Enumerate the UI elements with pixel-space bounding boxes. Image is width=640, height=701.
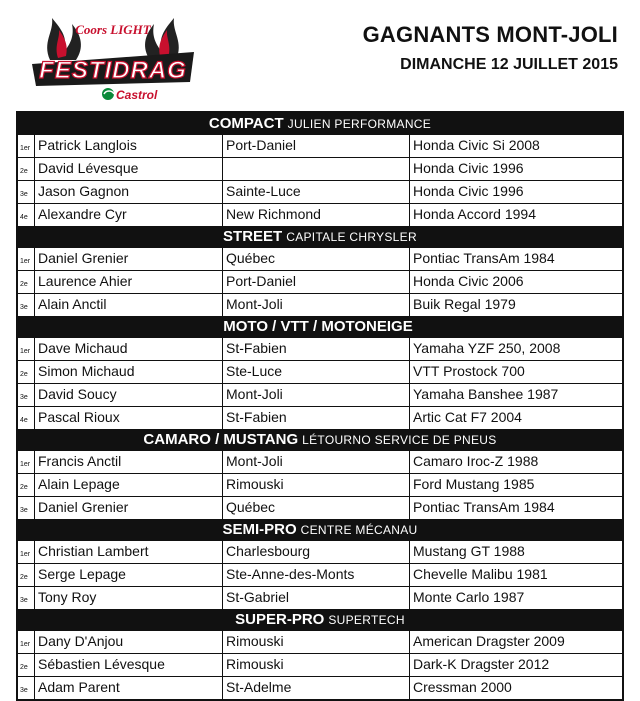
city-cell: St-Fabien <box>223 338 410 360</box>
place-cell: 1er <box>18 338 35 360</box>
city-cell: Rimouski <box>223 474 410 496</box>
table-row <box>18 360 622 383</box>
table-row <box>18 451 622 473</box>
driver-name-cell: Patrick Langlois <box>35 135 223 157</box>
table-row <box>18 631 622 653</box>
table-row <box>18 180 622 203</box>
driver-name-cell: Alain Lepage <box>35 474 223 496</box>
city-cell <box>223 158 410 180</box>
place-cell: 3e <box>18 497 35 519</box>
category-name: COMPACT <box>208 115 284 132</box>
category-name: SUPER-PRO <box>235 611 325 628</box>
place-cell: 3e <box>18 677 35 699</box>
city-cell: St-Gabriel <box>223 587 410 609</box>
table-row <box>18 157 622 180</box>
category-sponsor: CENTRE MÉCANAU <box>300 523 418 537</box>
festidrag-logo-graphic <box>28 12 198 102</box>
category-name: MOTO / VTT / MOTONEIGE <box>223 318 413 335</box>
category-sponsor: JULIEN PERFORMANCE <box>287 117 432 131</box>
city-cell: Ste-Anne-des-Monts <box>223 564 410 586</box>
category-header <box>18 226 622 248</box>
category-name: CAMARO / MUSTANG <box>143 431 299 448</box>
table-row <box>18 135 622 157</box>
city-cell: Québec <box>223 497 410 519</box>
table-row <box>18 563 622 586</box>
vehicle-cell: VTT Prostock 700 <box>413 363 525 379</box>
vehicle-cell: Monte Carlo 1987 <box>413 589 525 605</box>
city-cell: Port-Daniel <box>223 271 410 293</box>
table-row <box>18 473 622 496</box>
place-cell: 2e <box>18 654 35 676</box>
driver-name-cell: Alain Anctil <box>35 294 223 316</box>
place-cell: 4e <box>18 407 35 429</box>
city-cell: Rimouski <box>223 654 410 676</box>
place-cell: 1er <box>18 135 35 157</box>
city-cell: Mont-Joli <box>223 384 410 406</box>
table-row <box>18 541 622 563</box>
driver-name-cell: Tony Roy <box>35 587 223 609</box>
category-name: STREET <box>223 228 283 245</box>
driver-name-cell: Serge Lepage <box>35 564 223 586</box>
place-cell: 4e <box>18 204 35 226</box>
category-header <box>18 316 622 338</box>
city-cell: Ste-Luce <box>223 361 410 383</box>
driver-name-cell: Sébastien Lévesque <box>35 654 223 676</box>
driver-name-cell: Simon Michaud <box>35 361 223 383</box>
category-header <box>18 519 622 541</box>
vehicle-cell: Honda Civic 1996 <box>413 160 524 176</box>
vehicle-cell: Honda Civic Si 2008 <box>413 137 540 153</box>
table-row <box>18 653 622 676</box>
vehicle-cell: Pontiac TransAm 1984 <box>413 499 555 515</box>
table-row <box>18 676 622 699</box>
vehicle-cell: Dark-K Dragster 2012 <box>413 656 550 672</box>
vehicle-cell: Ford Mustang 1985 <box>413 476 535 492</box>
vehicle-cell: Mustang GT 1988 <box>413 543 525 559</box>
category-sponsor: SUPERTECH <box>328 613 405 627</box>
vehicle-cell: Cressman 2000 <box>413 679 512 695</box>
place-cell: 3e <box>18 181 35 203</box>
vehicle-cell: Artic Cat F7 2004 <box>413 409 522 425</box>
table-row <box>18 293 622 316</box>
vehicle-cell: Yamaha YZF 250, 2008 <box>413 340 561 356</box>
place-cell: 1er <box>18 631 35 653</box>
driver-name-cell: David Lévesque <box>35 158 223 180</box>
city-cell: Rimouski <box>223 631 410 653</box>
vehicle-cell: Chevelle Malibu 1981 <box>413 566 548 582</box>
city-cell: Québec <box>223 248 410 270</box>
vehicle-cell: Honda Civic 1996 <box>413 183 524 199</box>
city-cell: St-Adelme <box>223 677 410 699</box>
vehicle-cell: Buik Regal 1979 <box>413 296 516 312</box>
category-header <box>18 113 622 135</box>
city-cell: Charlesbourg <box>223 541 410 563</box>
driver-name-cell: Daniel Grenier <box>35 248 223 270</box>
table-row <box>18 383 622 406</box>
place-cell: 2e <box>18 158 35 180</box>
vehicle-cell: Honda Civic 2006 <box>413 273 524 289</box>
driver-name-cell: Jason Gagnon <box>35 181 223 203</box>
driver-name-cell: Adam Parent <box>35 677 223 699</box>
place-cell: 1er <box>18 248 35 270</box>
driver-name-cell: Alexandre Cyr <box>35 204 223 226</box>
vehicle-cell: Honda Accord 1994 <box>413 206 536 222</box>
driver-name-cell: Laurence Ahier <box>35 271 223 293</box>
city-cell: New Richmond <box>223 204 410 226</box>
city-cell: St-Fabien <box>223 407 410 429</box>
place-cell: 2e <box>18 474 35 496</box>
place-cell: 2e <box>18 564 35 586</box>
svg-text:Castrol: Castrol <box>116 88 158 102</box>
driver-name-cell: Pascal Rioux <box>35 407 223 429</box>
festidrag-logo <box>28 12 198 102</box>
results-table <box>16 111 624 701</box>
city-cell: Mont-Joli <box>223 294 410 316</box>
table-row <box>18 586 622 609</box>
svg-text:FESTIDRAG: FESTIDRAG <box>39 57 187 84</box>
driver-name-cell: Christian Lambert <box>35 541 223 563</box>
svg-text:Coors LIGHT: Coors LIGHT <box>75 22 151 37</box>
event-date: DIMANCHE 12 JUILLET 2015 <box>400 56 618 73</box>
city-cell: Sainte-Luce <box>223 181 410 203</box>
place-cell: 2e <box>18 271 35 293</box>
city-cell: Port-Daniel <box>223 135 410 157</box>
driver-name-cell: Daniel Grenier <box>35 497 223 519</box>
place-cell: 1er <box>18 541 35 563</box>
driver-name-cell: David Soucy <box>35 384 223 406</box>
driver-name-cell: Dave Michaud <box>35 338 223 360</box>
category-sponsor: CAPITALE CHRYSLER <box>286 230 417 244</box>
place-cell: 1er <box>18 451 35 473</box>
vehicle-cell: Yamaha Banshee 1987 <box>413 386 559 402</box>
place-cell: 3e <box>18 294 35 316</box>
category-header <box>18 429 622 451</box>
page-title: GAGNANTS MONT-JOLI <box>362 22 618 47</box>
place-cell: 2e <box>18 361 35 383</box>
place-cell: 3e <box>18 384 35 406</box>
table-row <box>18 406 622 429</box>
table-row <box>18 496 622 519</box>
city-cell: Mont-Joli <box>223 451 410 473</box>
category-sponsor: LÉTOURNO SERVICE DE PNEUS <box>302 433 497 447</box>
table-row <box>18 248 622 270</box>
driver-name-cell: Francis Anctil <box>35 451 223 473</box>
driver-name-cell: Dany D'Anjou <box>35 631 223 653</box>
vehicle-cell: Camaro Iroc-Z 1988 <box>413 453 539 469</box>
vehicle-cell: Pontiac TransAm 1984 <box>413 250 555 266</box>
vehicle-cell: American Dragster 2009 <box>413 633 565 649</box>
table-row <box>18 203 622 226</box>
table-row <box>18 270 622 293</box>
place-cell: 3e <box>18 587 35 609</box>
category-name: SEMI-PRO <box>222 521 297 538</box>
category-header <box>18 609 622 631</box>
table-row <box>18 338 622 360</box>
